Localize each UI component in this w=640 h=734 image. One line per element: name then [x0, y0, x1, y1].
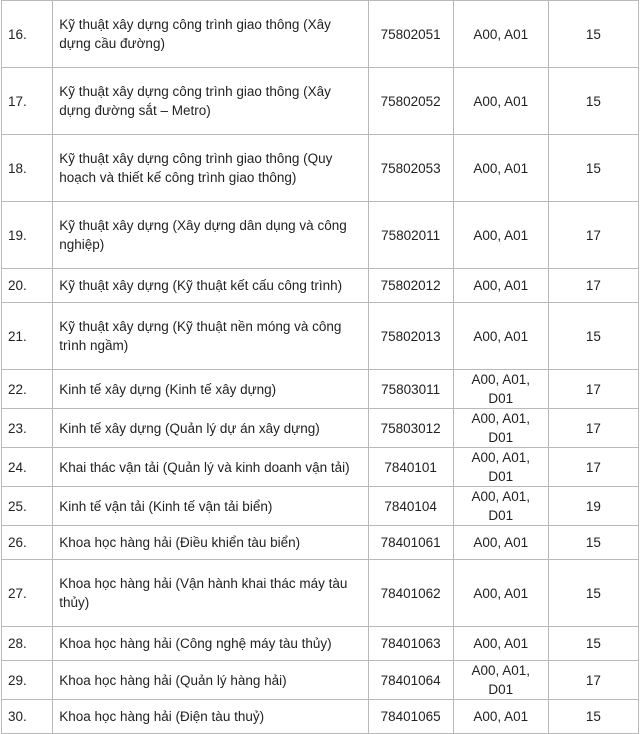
- subject-combination: A00, A01: [453, 1, 548, 68]
- table-row: [2, 269, 639, 303]
- subject-combination: A00, A01: [453, 303, 548, 370]
- major-code: 78401065: [368, 700, 453, 734]
- table-row: [2, 627, 639, 661]
- table-row: [2, 135, 639, 202]
- subject-combination: A00, A01: [453, 68, 548, 135]
- table-body: [2, 1, 639, 734]
- row-number: 18.: [2, 135, 53, 202]
- major-code: 78401064: [368, 661, 453, 700]
- major-code: 75803012: [368, 409, 453, 448]
- subject-combination: A00, A01, D01: [453, 409, 548, 448]
- major-name: Khoa học hàng hải (Điện tàu thuỷ): [53, 700, 368, 734]
- benchmark-score: 15: [548, 1, 638, 68]
- benchmark-score: 15: [548, 303, 638, 370]
- row-number: 30.: [2, 700, 53, 734]
- row-number: 16.: [2, 1, 53, 68]
- major-name: Kỹ thuật xây dựng (Kỹ thuật kết cấu công trình): [53, 269, 368, 303]
- table-row: [2, 409, 639, 448]
- row-number: 29.: [2, 661, 53, 700]
- major-code: 78401061: [368, 526, 453, 560]
- row-number: 27.: [2, 560, 53, 627]
- table-row: [2, 202, 639, 269]
- major-code: 78401062: [368, 560, 453, 627]
- benchmark-score: 15: [548, 526, 638, 560]
- table-row: [2, 700, 639, 734]
- benchmark-score: 15: [548, 68, 638, 135]
- row-number: 21.: [2, 303, 53, 370]
- table-row: [2, 1, 639, 68]
- major-name: Kỹ thuật xây dựng công trình giao thông (Xây dựng cầu đường): [53, 1, 368, 68]
- table-row: [2, 560, 639, 627]
- major-name: Khai thác vận tải (Quản lý và kinh doanh vận tải): [53, 448, 368, 487]
- row-number: 28.: [2, 627, 53, 661]
- row-number: 22.: [2, 370, 53, 409]
- major-name: Kinh tế vận tải (Kinh tế vận tải biển): [53, 487, 368, 526]
- benchmark-score: 17: [548, 661, 638, 700]
- subject-combination: A00, A01, D01: [453, 661, 548, 700]
- subject-combination: A00, A01, D01: [453, 448, 548, 487]
- table-row: [2, 487, 639, 526]
- table-row: [2, 303, 639, 370]
- subject-combination: A00, A01: [453, 700, 548, 734]
- major-code: 75802012: [368, 269, 453, 303]
- major-code: 7840104: [368, 487, 453, 526]
- benchmark-score: 17: [548, 370, 638, 409]
- table-row: [2, 661, 639, 700]
- subject-combination: A00, A01: [453, 627, 548, 661]
- benchmark-score: 17: [548, 409, 638, 448]
- subject-combination: A00, A01: [453, 202, 548, 269]
- major-name: Khoa học hàng hải (Công nghệ máy tàu thủy): [53, 627, 368, 661]
- major-name: Khoa học hàng hải (Quản lý hàng hải): [53, 661, 368, 700]
- major-code: 75802053: [368, 135, 453, 202]
- major-name: Kỹ thuật xây dựng công trình giao thông (Quy hoạch và thiết kế công trình giao thông): [53, 135, 368, 202]
- major-name: Khoa học hàng hải (Vận hành khai thác máy tàu thủy): [53, 560, 368, 627]
- major-code: 78401063: [368, 627, 453, 661]
- subject-combination: A00, A01: [453, 526, 548, 560]
- subject-combination: A00, A01, D01: [453, 370, 548, 409]
- subject-combination: A00, A01: [453, 269, 548, 303]
- major-name: Kỹ thuật xây dựng công trình giao thông (Xây dựng đường sắt – Metro): [53, 68, 368, 135]
- subject-combination: A00, A01, D01: [453, 487, 548, 526]
- major-name: Kinh tế xây dựng (Quản lý dự án xây dựng): [53, 409, 368, 448]
- benchmark-score: 17: [548, 269, 638, 303]
- subject-combination: A00, A01: [453, 560, 548, 627]
- row-number: 24.: [2, 448, 53, 487]
- major-code: 75802013: [368, 303, 453, 370]
- subject-combination: A00, A01: [453, 135, 548, 202]
- row-number: 25.: [2, 487, 53, 526]
- benchmark-score: 17: [548, 202, 638, 269]
- benchmark-score: 15: [548, 560, 638, 627]
- major-name: Kinh tế xây dựng (Kinh tế xây dựng): [53, 370, 368, 409]
- row-number: 26.: [2, 526, 53, 560]
- table-row: [2, 370, 639, 409]
- table-row: [2, 68, 639, 135]
- major-code: 75802011: [368, 202, 453, 269]
- benchmark-score: 19: [548, 487, 638, 526]
- major-name: Kỹ thuật xây dựng (Xây dựng dân dụng và công nghiệp): [53, 202, 368, 269]
- row-number: 23.: [2, 409, 53, 448]
- major-code: 75802051: [368, 1, 453, 68]
- row-number: 19.: [2, 202, 53, 269]
- major-name: Khoa học hàng hải (Điều khiển tàu biển): [53, 526, 368, 560]
- benchmark-score: 15: [548, 135, 638, 202]
- major-code: 7840101: [368, 448, 453, 487]
- benchmark-score: 15: [548, 627, 638, 661]
- admissions-table: [1, 0, 639, 734]
- row-number: 20.: [2, 269, 53, 303]
- table-row: [2, 526, 639, 560]
- major-name: Kỹ thuật xây dựng (Kỹ thuật nền móng và công trình ngầm): [53, 303, 368, 370]
- benchmark-score: 17: [548, 448, 638, 487]
- table-row: [2, 448, 639, 487]
- benchmark-score: 15: [548, 700, 638, 734]
- row-number: 17.: [2, 68, 53, 135]
- major-code: 75802052: [368, 68, 453, 135]
- major-code: 75803011: [368, 370, 453, 409]
